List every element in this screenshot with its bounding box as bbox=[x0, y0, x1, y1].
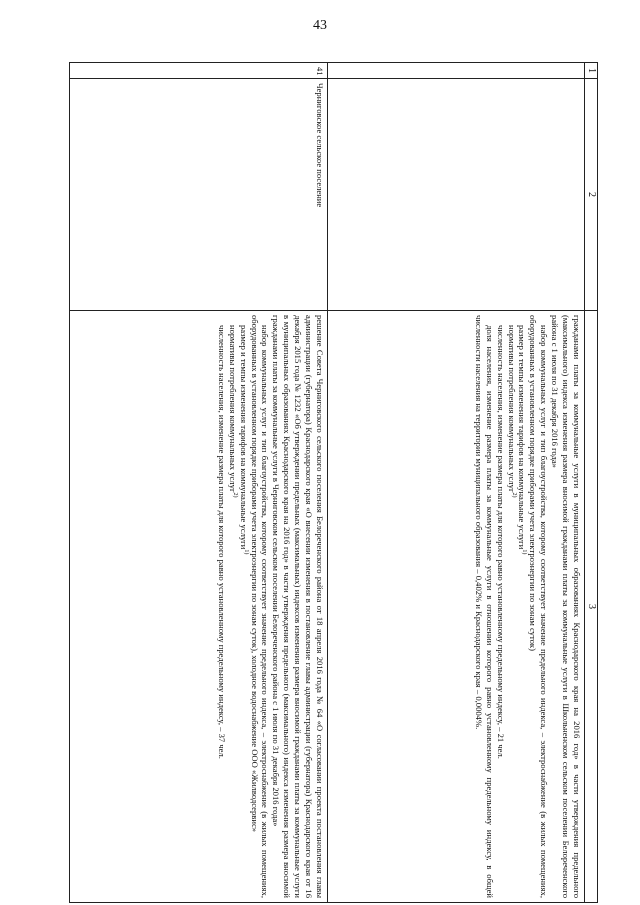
footnote-marker: 2) bbox=[231, 492, 238, 498]
rotated-table-wrapper bbox=[76, 62, 598, 902]
paragraph: нормативы потребления коммунальных услуг$^{2)}$ bbox=[506, 325, 517, 498]
header-col3: 3 bbox=[585, 311, 598, 903]
paragraph: численность населения, изменение размера платы для которого равно установленному предельному индексу, – 21 чел. bbox=[495, 325, 506, 759]
paragraph: размер и темпы изменения тарифов на коммунальные услуги$^{1)}$ bbox=[517, 325, 528, 555]
row-description bbox=[70, 311, 328, 903]
header-col2: 2 bbox=[585, 79, 598, 311]
paragraph: набор коммунальных услуг и тип благоустройства, которому соответствует значение предельного индекса, – электроснабжение (в жилых помещениях, оборудованных в установленном порядке приборами учета электроэнергии по зонам суток) bbox=[528, 315, 550, 898]
data-table bbox=[69, 62, 598, 903]
footnote-marker: 2) bbox=[510, 492, 517, 498]
paragraph: гражданами платы за коммунальные услуги в муниципальных образованиях Краснодарского края на 2016 год» в части утверждения предельного (максимального) индекса изменения размера вносимой гражданами платы за коммунальные услуги в Школьненском сельском поселении Белореченского района с 1 июля по 31 декабря 2016 года» bbox=[550, 315, 582, 898]
table-row bbox=[70, 63, 328, 903]
paragraph: доля населения, изменение размера платы за коммунальные услуги в отношении которого равно установленному предельному индексу, в общей численности населения на территории муниципального образования – 0,402% и Краснодарского края – 0,0004%. bbox=[473, 315, 495, 898]
paragraph: размер и темпы изменения тарифов на коммунальные услуги$^{1)}$ bbox=[238, 325, 249, 555]
footnote-marker: 1) bbox=[242, 549, 249, 555]
paragraph: численность населения, изменение размера платы для которого равно установленному предельному индексу, – 37 чел. bbox=[216, 325, 227, 759]
paragraph: нормативы потребления коммунальных услуг$^{2)}$ bbox=[227, 325, 238, 498]
row-name: Черниговское сельское поселение bbox=[70, 79, 328, 311]
footnote-marker: 1) bbox=[521, 549, 528, 555]
table-row bbox=[328, 63, 585, 903]
table-header-row bbox=[585, 63, 598, 903]
page-number: 43 bbox=[313, 18, 327, 33]
row-number: 41 bbox=[70, 63, 328, 79]
row-name bbox=[328, 79, 585, 311]
paragraph: набор коммунальных услуг и тип благоустройства, которому соответствует значение предельного индекса, – электроснабжение (в жилых помещениях, оборудованных в установленном порядке приборами учета электроэнергии по зонам суток), холодное водоснабжение ООО «Жилводсервис» bbox=[249, 315, 271, 898]
paragraph: решение Совета Черниговского сельского поселения Белореченского района от 18 апреля 2016 года № 64 «О согласовании проекта постановления главы администрации (губернатора) Краснодарского края «О внесении изменения в постановление главы администрации (губернатора) Краснодарского края от 16 декабря 2015 года № 1232 «Об утверждении предельных (максимальных) индексов изменения размера вносимой гражданами платы за коммунальные услуги в муниципальных образованиях Краснодарского края на 2016 год» в части утверждения предельного (максимального) индекса изменения размера вносимой гражданами платы за коммунальные услуги в Черниговском сельском поселении Белореченского района с 1 июля по 31 декабря 2016 года» bbox=[271, 315, 325, 898]
header-col1: 1 bbox=[585, 63, 598, 79]
row-number bbox=[328, 63, 585, 79]
row-description bbox=[328, 311, 585, 903]
